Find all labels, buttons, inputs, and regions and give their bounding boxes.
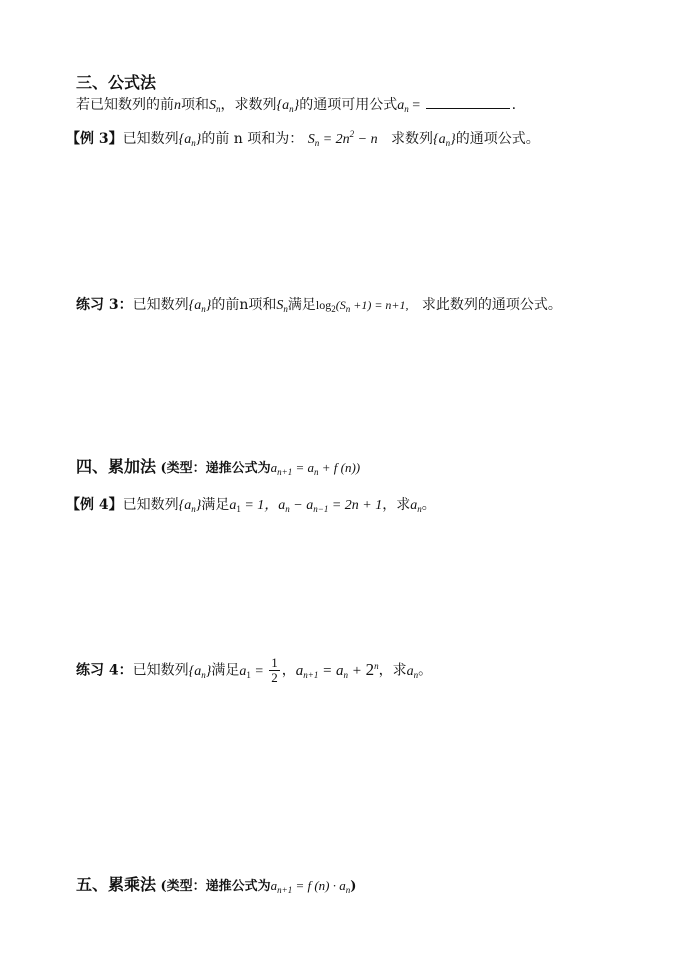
practice-4-recurrence: $a_{n+1} = a_n + 2^n$ xyxy=(295,659,379,680)
example-3-text-2: 的前 n 项和为： xyxy=(201,131,304,147)
formula-method-intro: 若已知数列的前n项和$S_n$，求数列$\{a_n\}$的通项可用公式$a_n$ = . xyxy=(76,97,517,114)
intro-text-2: 项和 xyxy=(181,97,209,113)
practice-4-text-3: ，求 xyxy=(378,662,407,679)
example-4-an: $a_n$ xyxy=(410,498,422,514)
intro-sn: $S_n$ xyxy=(209,98,221,114)
practice-3-seq: $\{a_n\}$ xyxy=(188,298,212,314)
section-4-heading xyxy=(76,454,360,477)
intro-text-3: ，求数列 xyxy=(220,97,277,113)
practice-3-label: 练习 3： xyxy=(76,297,133,313)
example-4-label: 【例 4】 xyxy=(66,497,123,513)
intro-an: $a_n$ xyxy=(397,98,409,114)
practice-4-a1: $a_1$ = xyxy=(239,663,268,680)
example-4: 【例 4】已知数列$\{a_n\}$满足$a_1 = 1$，$a_n - a_{n-1} = 2n + 1$，求$a_n$。 xyxy=(66,497,436,514)
practice-4-an: $a_n$ xyxy=(406,663,419,680)
practice-3 xyxy=(76,294,562,314)
practice-3-text-3: 满足 xyxy=(287,297,316,313)
practice-3-text-2: 的前n项和 xyxy=(211,297,277,313)
example-4-text-2: 满足 xyxy=(201,497,230,513)
example-3 xyxy=(66,128,540,148)
section-5-title: 五、累乘法 xyxy=(76,875,157,894)
example-4-a1: $a_1 = 1$， xyxy=(229,498,279,514)
section-4-title: 四、累加法 xyxy=(76,457,157,476)
section-5-heading xyxy=(76,872,356,895)
intro-end: . xyxy=(511,97,517,113)
practice-4: 练习 4：已知数列$\{a_n\}$满足$a_1$ = $\frac{1}{2}$ ，$a_{n+1} = a_n + 2^n$，求$a_n$。 xyxy=(76,655,433,685)
answer-blank xyxy=(426,96,510,109)
example-3-seq: $\{a_n\}$ xyxy=(178,132,202,148)
section-4-type: (类型：递推公式为$a_{n+1} = a_n + f$ (n)) xyxy=(160,460,361,477)
practice-4-text-1: 已知数列 xyxy=(132,662,189,679)
example-3-label: 【例 3】 xyxy=(66,131,123,147)
section-3-heading: 三、公式法 xyxy=(76,73,157,92)
practice-4-text-2: 满足 xyxy=(211,662,240,679)
practice-3-formula: $\log_2(S_n +1) = n+1$, xyxy=(315,298,409,314)
intro-seq: $\{a_n\}$ xyxy=(276,98,300,114)
intro-text-1: 若已知数列的前 xyxy=(76,97,174,113)
example-3-text-4: 的通项公式。 xyxy=(455,131,540,147)
practice-4-seq: $\{a_n\}$ xyxy=(188,663,212,680)
intro-n: n xyxy=(174,98,181,113)
example-4-seq: $\{a_n\}$ xyxy=(178,498,202,514)
intro-text-4: 的通项可用公式 xyxy=(299,97,398,113)
practice-3-text-4: 求此数列的通项公式。 xyxy=(421,297,562,313)
practice-3-text-1: 已知数列 xyxy=(132,297,189,313)
example-3-text-3: 求数列 xyxy=(390,131,433,147)
example-4-recurrence: $a_n - a_{n-1} = 2n + 1$ xyxy=(278,498,383,514)
example-3-formula: $S_n = 2n^2 - n$ xyxy=(307,129,378,148)
section-5-type: (类型：递推公式为$a_{n+1} = f$ $(n) \cdot a_n$) xyxy=(160,878,357,895)
practice-3-sn: $S_n$ xyxy=(276,298,288,314)
practice-4-fraction: $\frac{1}{2}$ xyxy=(271,655,278,685)
practice-4-label: 练习 4： xyxy=(76,662,133,679)
example-4-text-3: ，求 xyxy=(382,497,411,513)
example-4-text-1: 已知数列 xyxy=(122,497,179,513)
example-3-seq-2: $\{a_n\}$ xyxy=(432,132,456,148)
example-3-text-1: 已知数列 xyxy=(122,131,179,147)
